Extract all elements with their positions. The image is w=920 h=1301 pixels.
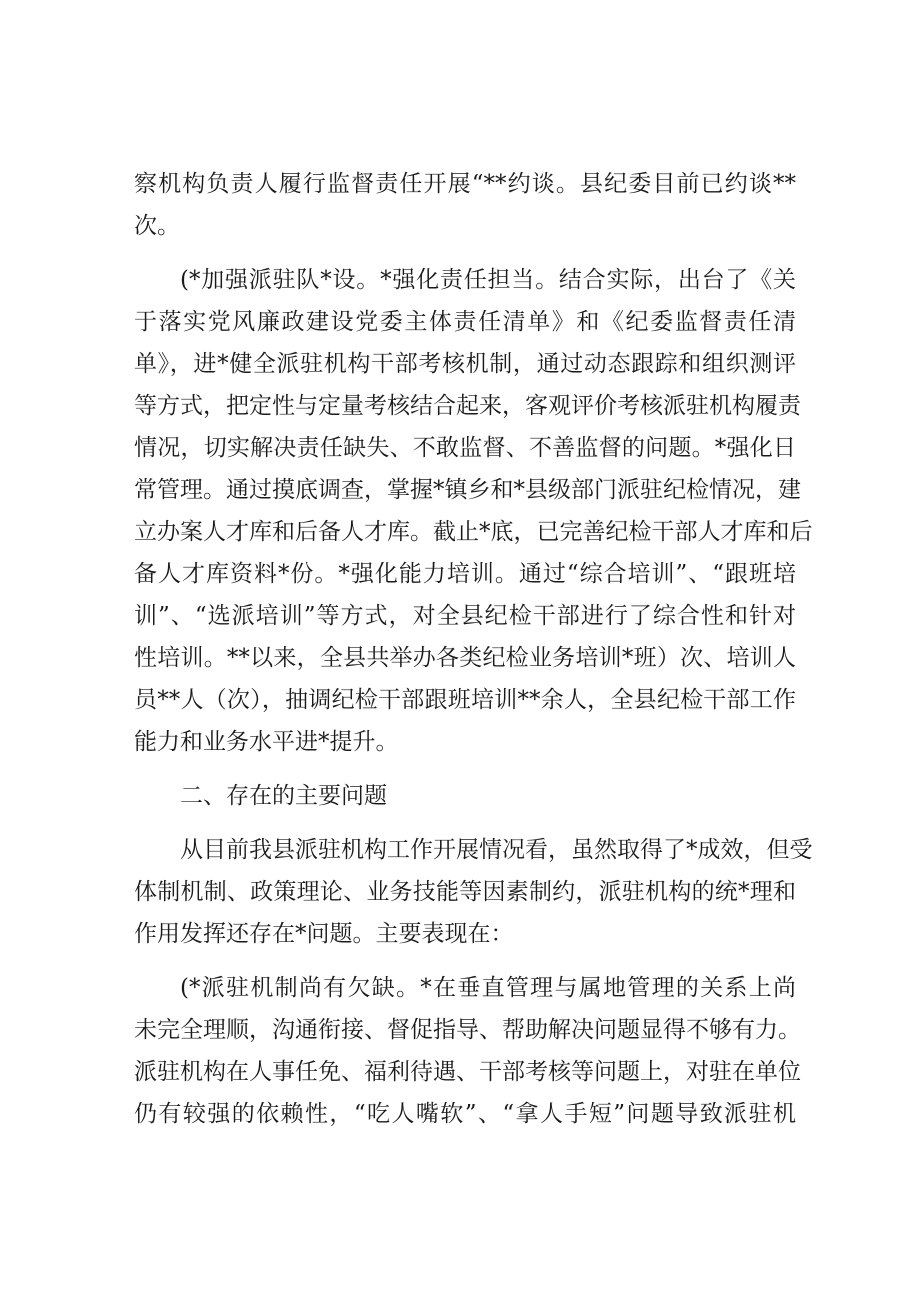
body-text-line: 未完全理顺，沟通衔接、督促指导、帮助解决问题显得不够有力。 <box>134 1017 801 1043</box>
body-text-line: 作用发挥还存在*问题。主要表现在： <box>134 921 514 947</box>
body-text-line: 于落实党风廉政建设党委主体责任清单》和《纪委监督责任清 <box>134 309 796 335</box>
body-text-line: 单》，进*健全派驻机构干部考核机制，通过动态跟踪和组织测评 <box>134 351 796 377</box>
body-text-line: 等方式，把定性与定量考核结合起来，客观评价考核派驻机构履责 <box>134 393 801 419</box>
body-text-line: 情况，切实解决责任缺失、不敢监督、不善监督的问题。*强化日 <box>134 435 796 461</box>
body-text-line: 派驻机构在人事任免、福利待遇、干部考核等问题上，对驻在单位 <box>134 1059 801 1085</box>
body-text-line: 立办案人才库和后备人才库。截止*底，已完善纪检干部人才库和后 <box>134 519 813 545</box>
body-text-line: 训”、“选派培训”等方式，对全县纪检干部进行了综合性和针对 <box>134 603 796 629</box>
body-text-line: 性培训。**以来，全县共举办各类纪检业务培训*班）次、培训人 <box>134 645 796 671</box>
body-text-line: 仍有较强的依赖性，“吃人嘴软”、“拿人手短”问题导致派驻机 <box>134 1101 796 1127</box>
body-text-line: (*加强派驻队*设。*强化责任担当。结合实际，出台了《关 <box>180 267 796 293</box>
body-text-line: 体制机制、政策理论、业务技能等因素制约，派驻机构的统*理和 <box>134 879 796 905</box>
body-text-line: (*派驻机制尚有欠缺。*在垂直管理与属地管理的关系上尚 <box>180 975 796 1001</box>
body-text-line: 常管理。通过摸底调查，掌握*镇乡和*县级部门派驻纪检情况，建 <box>134 477 801 503</box>
body-text-line: 备人才库资料*份。*强化能力培训。通过“综合培训”、“跟班培 <box>134 561 796 587</box>
body-text-line: 能力和业务水平进*提升。 <box>134 729 399 755</box>
section-heading: 二、存在的主要问题 <box>180 783 387 809</box>
body-text-line: 从目前我县派驻机构工作开展情况看，虽然取得了*成效，但受 <box>180 837 813 863</box>
body-text-line: 次。 <box>134 213 180 239</box>
body-text-line: 员**人（次），抽调纪检干部跟班培训**余人，全县纪检干部工作 <box>134 687 796 713</box>
body-text-line: 察机构负责人履行监督责任开展“**约谈。县纪委目前已约谈** <box>134 171 796 197</box>
